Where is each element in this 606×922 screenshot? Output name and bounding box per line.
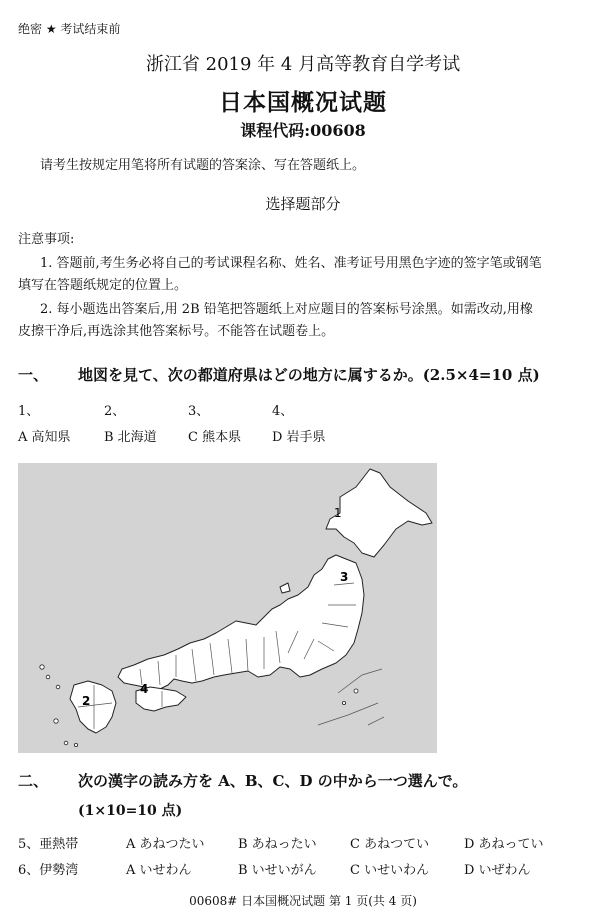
option-b: B 北海道	[104, 430, 157, 445]
note-2-cont: 皮擦干净后,再选涂其他答案标号。不能答在试题卷上。	[18, 324, 335, 339]
course-code: 课程代码:00608	[240, 121, 366, 140]
part2-points: (1×10=10 点)	[78, 803, 183, 819]
hokkaido-shape	[326, 469, 432, 557]
question-5-option-a: A あねつたい	[126, 837, 205, 852]
note-1-cont: 填写在答题纸规定的位置上。	[18, 278, 188, 293]
map-label-3: 3	[340, 570, 349, 584]
note-2: 2. 每小题选出答案后,用 2B 铅笔把答题纸上对应题目的答案标号涂黑。如需改动,用橡	[40, 302, 533, 317]
page-footer: 00608# 日本国概况试题 第 1 页(共 4 页)	[189, 894, 417, 908]
sado-island	[280, 583, 290, 593]
option-d: D 岩手県	[272, 430, 326, 445]
part2-prompt: 次の漢字の読み方を A、B、C、D の中から一つ選んで。	[78, 772, 468, 790]
map-label-4: 4	[140, 682, 149, 696]
exam-title: 浙江省 2019 年 4 月高等教育自学考试	[145, 54, 461, 75]
secret-label: 绝密 ★ 考试结束前	[18, 22, 121, 36]
kyushu-shape	[70, 681, 116, 733]
part1-label: 一、	[18, 366, 49, 384]
question-number-2: 2、	[104, 404, 126, 419]
option-c: C 熊本県	[188, 430, 242, 445]
question-number-4: 4、	[272, 404, 294, 419]
question-5-option-d: D あねってい	[464, 837, 544, 852]
honshu-shape	[118, 555, 364, 689]
intro-text: 请考生按规定用笔将所有试题的答案涂、写在答题纸上。	[40, 158, 366, 173]
subject-title: 日本国概况试题	[219, 90, 387, 116]
question-number-3: 3、	[188, 404, 210, 419]
map-label-2: 2	[82, 694, 91, 708]
question-6-option-c: C いせいわん	[350, 863, 430, 878]
section-title: 选择题部分	[265, 195, 341, 213]
japan-map	[18, 463, 437, 753]
question-5-option-b: B あねったい	[238, 837, 317, 852]
question-6-option-d: D いぜわん	[464, 863, 531, 878]
question-6-number: 6、伊勢湾	[18, 863, 79, 878]
map-label-1: 1	[334, 506, 342, 520]
option-a: A 高知県	[18, 430, 71, 445]
note-1: 1. 答题前,考生务必将自己的考试课程名称、姓名、准考证号用黑色字迹的签字笔或钢笔	[40, 256, 542, 271]
part1-prompt: 地図を見て、次の都道府県はどの地方に属するか。(2.5×4=10 点)	[78, 366, 540, 384]
question-6-option-b: B いせいがん	[238, 863, 317, 878]
question-6-option-a: A いせわん	[126, 863, 192, 878]
part2-label: 二、	[18, 772, 49, 790]
question-number-1: 1、	[18, 404, 40, 419]
question-5-option-c: C あねつてい	[350, 837, 430, 852]
question-5-number: 5、亜熱帯	[18, 837, 79, 852]
notes-heading: 注意事项:	[18, 232, 75, 247]
